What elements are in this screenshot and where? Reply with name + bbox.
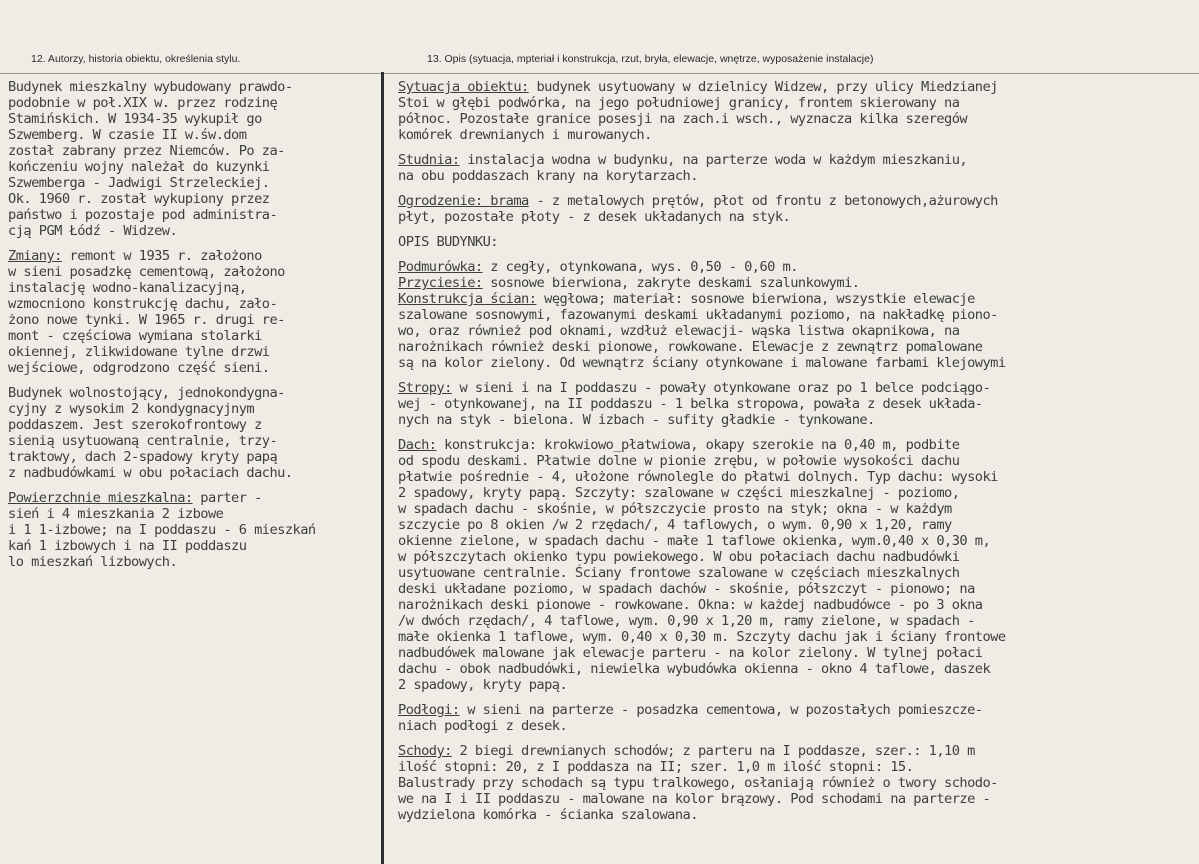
text-line: Budynek wolnostojący, jednokondygna- — [8, 385, 285, 401]
living-area-paragraph — [8, 490, 316, 570]
living-area-text — [8, 506, 316, 570]
changes-text — [8, 264, 316, 376]
well-text — [398, 168, 1006, 184]
foundation-block — [398, 259, 1006, 371]
sill-beams-label: Przyciesie: — [398, 275, 483, 291]
text-line: nych na styk - bielona. W izbach - sufity gładkie - tynkowane. — [398, 412, 875, 428]
floors-label: Podłogi: — [398, 702, 460, 718]
well-paragraph — [398, 152, 1006, 184]
ceilings-label: Stropy: — [398, 380, 452, 396]
text-line: okienne zielone, w spadach dachu - małe 1 taflowe okienka, wym.0,40 x 0,30 m, — [398, 533, 991, 549]
location-paragraph — [398, 79, 1006, 143]
text-line: szalowane sosnowymi, fazowanymi deskami układanymi poziomo, na nakładkę piono- — [398, 307, 998, 323]
location-text — [398, 95, 1006, 143]
living-area-first-line: parter - — [192, 490, 262, 506]
left-column-header: 12. Autorzy, historia obiektu, określenia stylu. — [31, 53, 241, 65]
text-line: komórek drewnianych i murowanych. — [398, 127, 652, 143]
stairs-first-line: 2 biegi drewnianych schodów; z parteru na I poddasze, szer.: 1,10 m — [451, 743, 975, 759]
roof-text — [398, 453, 1006, 693]
changes-first-line: remont w 1935 r. założono — [61, 248, 262, 264]
roof-first-line: konstrukcja: krokwiowo_płatwiowa, okapy szerokie na 0,40 m, podbite — [436, 437, 960, 453]
text-line: płyt, pozostałe płoty - z desek układanych na styk. — [398, 209, 791, 225]
text-line: usytuowane centralnie. Ściany frontowe szalowane w częściach mieszkalnych — [398, 565, 960, 581]
building-description-paragraph — [8, 385, 316, 481]
text-line: w sieni posadzkę cementową, założono — [8, 264, 285, 280]
text-line: dachu - obok nadbudówki, niewielka wybudówka okienna - okno 4 taflowe, daszek — [398, 661, 991, 677]
stairs-paragraph — [398, 743, 1006, 823]
text-line: lo mieszkań lizbowych. — [8, 554, 178, 570]
header-divider — [0, 73, 1199, 74]
text-line: nadbudówek malowane jak elewacje parteru - na kolor zielony. W tylnej połaci — [398, 645, 983, 661]
floors-text — [398, 718, 1006, 734]
right-column — [398, 79, 1006, 832]
text-line: mont - częściowa wymiana stolarki — [8, 328, 262, 344]
sill-beams-text: sosnowe bierwiona, zakryte deskami szalunkowymi. — [482, 275, 860, 291]
text-line: wo, oraz również pod oknami, wzdłuż elewacji- wąska listwa okapnikowa, na — [398, 323, 960, 339]
wall-construction-text — [398, 307, 1006, 371]
foundation-label: Podmurówka: — [398, 259, 483, 275]
text-line: Szwemberg. W czasie II w.św.dom — [8, 127, 247, 143]
stairs-label: Schody: — [398, 743, 452, 759]
text-line: wzmocniono konstrukcję dachu, zało- — [8, 296, 278, 312]
fence-paragraph — [398, 193, 1006, 225]
text-line: cją PGM Łódź - Widzew. — [8, 223, 178, 239]
text-line: w półszczytach okienko typu powiekowego. W obu połaciach dachu nadbudówki — [398, 549, 960, 565]
ceilings-text — [398, 396, 1006, 428]
text-line: Budynek mieszkalny wybudowany prawdo- — [8, 79, 293, 95]
text-line: ilość stopni: 20, z I poddasza na II; szer. 1,0 m ilość stopni: 15. — [398, 759, 914, 775]
text-line: został zabrany przez Niemców. Po za- — [8, 143, 285, 159]
text-line: Ok. 1960 r. został wykupiony przez — [8, 191, 270, 207]
text-line: na obu poddaszach krany na korytarzach. — [398, 168, 698, 184]
text-line: Stamińskich. W 1934-35 wykupił go — [8, 111, 262, 127]
text-line: sienią usytuowaną centralnie, trzy- — [8, 433, 278, 449]
text-line: instalację wodno-kanalizacyjną, — [8, 280, 247, 296]
fence-first-line: - z metalowych prętów, płot od frontu z betonowych,ażurowych — [528, 193, 998, 209]
ceilings-first-line: w sieni i na I poddaszu - powały otynkowane oraz po 1 belce podciągo- — [451, 380, 991, 396]
text-line: sień i 4 mieszkania 2 izbowe — [8, 506, 224, 522]
text-line: państwo i pozostaje pod administra- — [8, 207, 278, 223]
text-line: 2 spadowy, kryty papą. Szczyty: szalowane w części mieszkalnej - poziomo, — [398, 485, 960, 501]
text-line: szczycie po 8 okien /w 2 rzędach/, 4 taflowych, o wym. 0,90 x 1,20, ramy — [398, 517, 952, 533]
living-area-label: Powierzchnie mieszkalna: — [8, 490, 193, 506]
ceilings-paragraph — [398, 380, 1006, 428]
wall-construction-first-line: węgłowa; materiał: sosnowe bierwiona, wszystkie elewacje — [536, 291, 975, 307]
text-line: cyjny z wysokim 2 kondygnacyjnym — [8, 401, 255, 417]
column-divider — [381, 72, 384, 864]
text-line: traktowy, dach 2-spadowy kryty papą — [8, 449, 278, 465]
building-description-heading: OPIS BUDYNKU: — [398, 234, 498, 250]
text-line: i 1 1-izbowe; na I poddaszu - 6 mieszkań — [8, 522, 316, 538]
text-line: podobnie w poł.XIX w. przez rodzinę — [8, 95, 278, 111]
text-line: wejściowe, odgrodzono część sieni. — [8, 360, 270, 376]
text-line: okiennej, zlikwidowane tylne drzwi — [8, 344, 270, 360]
location-first-line: budynek usytuowany w dzielnicy Widzew, przy ulicy Miedzianej — [528, 79, 998, 95]
text-line: /w dwóch rzędach/, 4 taflowe, wym. 0,90 x 1,20 m, ramy zielone, w spadach - — [398, 613, 975, 629]
changes-paragraph — [8, 248, 316, 376]
well-first-line: instalacja wodna w budynku, na parterze woda w każdym mieszkaniu, — [459, 152, 968, 168]
text-line: wej - otynkowanej, na II poddaszu - 1 belka stropowa, powała z desek układa- — [398, 396, 983, 412]
floors-first-line: w sieni na parterze - posadzka cementowa, w pozostałych pomieszcze- — [459, 702, 983, 718]
fence-label: Ogrodzenie: brama — [398, 193, 529, 209]
text-line: małe okienka 1 taflowe, wym. 0,40 x 0,30 m. Szczyty dachu jak i ściany frontowe — [398, 629, 1006, 645]
text-line: we na I i II poddaszu - malowane na kolor brązowy. Pod schodami na parterze - — [398, 791, 991, 807]
text-line: poddaszem. Jest szerokofrontowy z — [8, 417, 262, 433]
text-line: narożnikach deski pionowe - rowkowane. Okna: w każdej nadbudówce - po 3 okna — [398, 597, 983, 613]
roof-label: Dach: — [398, 437, 437, 453]
floors-paragraph — [398, 702, 1006, 734]
stairs-text — [398, 759, 1006, 823]
text-line: Balustrady przy schodach są typu tralkowego, osłaniają również o twory schodo- — [398, 775, 998, 791]
text-line: niach podłogi z desek. — [398, 718, 568, 734]
location-label: Sytuacja obiektu: — [398, 79, 529, 95]
left-column — [8, 79, 316, 579]
text-line: deski układane poziomo, w spadach dachów - skośnie, półszczyt - pionowo; na — [398, 581, 975, 597]
text-line: narożnikach również deski pionowe, rowkowane. Elewacje z zewnątrz pomalowane — [398, 339, 983, 355]
text-line: Stoi w głębi podwórka, na jego południowej granicy, frontem skierowany na — [398, 95, 960, 111]
text-line: są na kolor zielony. Od wewnątrz ściany otynkowane i malowane farbami klejowymi — [398, 355, 1006, 371]
right-column-header: 13. Opis (sytuacja, mpteriał i konstrukcja, rzut, bryła, elewacje, wnętrze, wyposażenie instalacje) — [427, 53, 874, 65]
foundation-text: z cegły, otynkowana, wys. 0,50 - 0,60 m. — [482, 259, 798, 275]
text-line: od spodu deskami. Płatwie dolne w pionie zrębu, w połowie wysokości dachu — [398, 453, 960, 469]
text-line: płatwie pośrednie - 4, ułożone równolegle do płatwi dolnych. Typ dachu: wysoki — [398, 469, 998, 485]
text-line: z nadbudówkami w obu połaciach dachu. — [8, 465, 293, 481]
text-line: wydzielona komórka - ścianka szalowana. — [398, 807, 698, 823]
text-line: północ. Pozostałe granice posesji na zach.i wsch., wyznacza kilka szeregów — [398, 111, 968, 127]
roof-paragraph — [398, 437, 1006, 693]
text-line: 2 spadowy, kryty papą. — [398, 677, 568, 693]
text-line: żono nowe tynki. W 1965 r. drugi re- — [8, 312, 285, 328]
well-label: Studnia: — [398, 152, 460, 168]
text-line: kań 1 izbowych i na II poddaszu — [8, 538, 247, 554]
text-line: w spadach dachu - skośnie, w półszczycie prosto na styk; okna - w każdym — [398, 501, 952, 517]
history-paragraph — [8, 79, 316, 239]
text-line: Szwemberga - Jadwigi Strzeleckiej. — [8, 175, 270, 191]
wall-construction-label: Konstrukcja ścian: — [398, 291, 537, 307]
changes-label: Zmiany: — [8, 248, 62, 264]
fence-text — [398, 209, 1006, 225]
text-line: kończeniu wojny należał do kuzynki — [8, 159, 270, 175]
